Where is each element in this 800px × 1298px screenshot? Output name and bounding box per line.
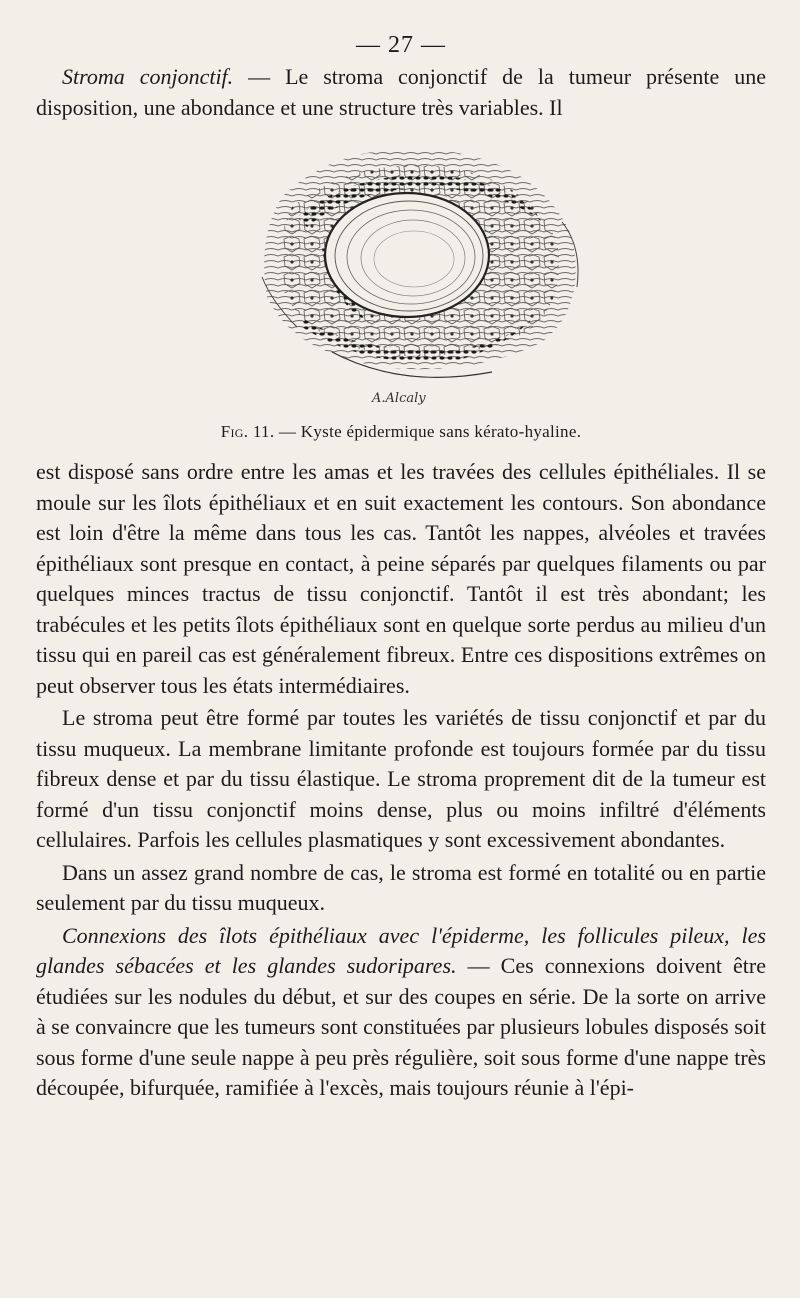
intro-text: — Le stroma conjonctif de la tumeur présente une disposition, une abondance et une structure très variables. Il <box>36 64 766 120</box>
figure-caption-text: — Kyste épidermique sans kérato-hyaline. <box>274 422 582 441</box>
connexions-text: — Ces connexions doivent être étudiées sur les nodules du début, et sur des coupes en série. De la sorte on arrive à se convaincre que les tumeurs sont constituées par plusieurs lobules disposés soit sous forme d'une seule nappe à peu près régulière, soit sous forme d'une nappe très découpée, bifurquée, ramifiée à l'excès, mais toujours réunie à l'épi- <box>36 953 766 1100</box>
document-page <box>36 28 766 1104</box>
paragraph-1: est disposé sans ordre entre les amas et les travées des cellules épithéliales. Il se moule sur les îlots épithéliaux et en suit exactement les contours. Son abondance est loin d'être la même dans tous les cas. Tantôt les nappes, alvéoles et travées épithéliaux sont presque en contact, à peine séparés par quelques filaments ou par quelques minces tractus de tissu conjonctif. Tantôt il est très abondant; les trabécules et les petits îlots épithéliaux sont en quelque sorte perdus au milieu d'un tissu qui en pareil cas est généralement fibreux. Entre ces dispositions extrêmes on peut observer tous les états intermédiaires. <box>36 459 766 698</box>
figure-11 <box>36 127 766 419</box>
page-number: — 27 — <box>356 32 446 58</box>
artist-signature: A.Alcaly <box>372 391 426 406</box>
paragraph-2: Le stroma peut être formé par toutes les variétés de tissu conjonctif et par du tissu muqueux. La membrane limitante profonde est toujours formée par du tissu fibreux dense et par du tissu élastique. Le stroma proprement dit de la tumeur est formé d'un tissu conjonctif moins dense, plus ou moins infiltré d'éléments cellulaires. Parfois les cellules plasmatiques y sont excessivement abondantes. <box>36 705 766 852</box>
paragraph-3: Dans un assez grand nombre de cas, le stroma est formé en totalité ou en partie seulement par du tissu muqueux. <box>36 859 766 915</box>
section-heading-stroma: Stroma conjonctif. <box>62 64 234 89</box>
intro-paragraph <box>36 62 766 123</box>
paragraph-connexions <box>36 921 766 1104</box>
histology-illustration <box>222 127 612 419</box>
figure-label: Fig. 11. <box>220 422 275 441</box>
section-heading-connexions: Connexions des îlots épithéliaux avec l'épiderme, les follicules pileux, les glandes sébacées et les glandes sudoripares. <box>36 922 766 978</box>
figure-caption <box>36 421 766 457</box>
